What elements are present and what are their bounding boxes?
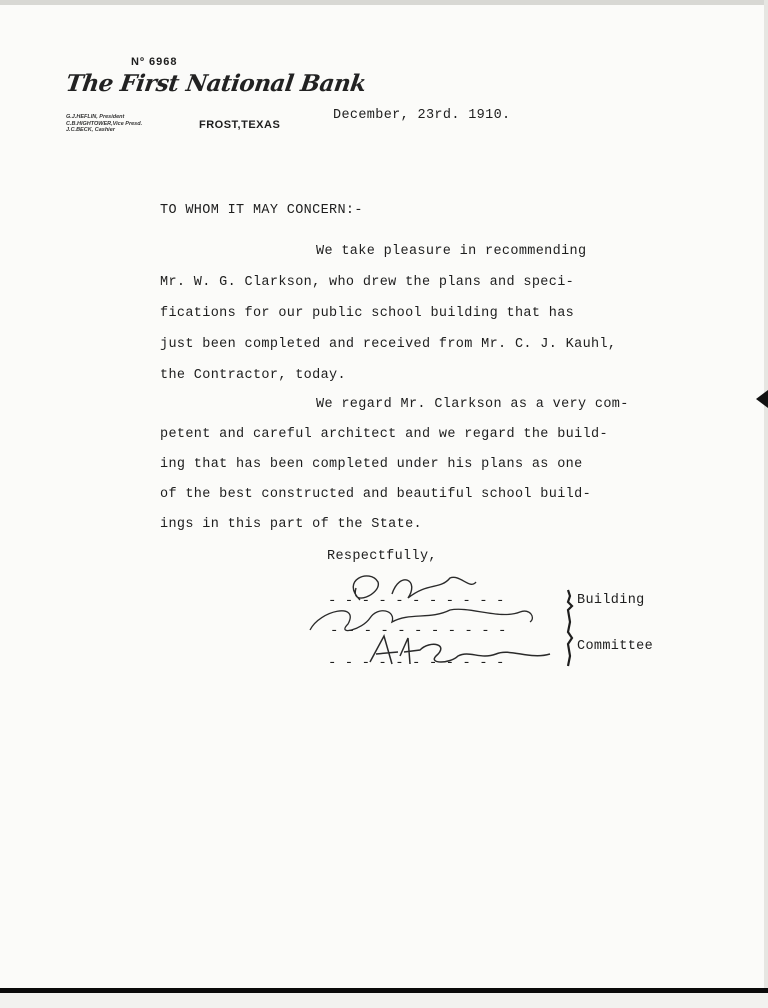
committee-label-committee: Committee [577, 639, 654, 654]
bank-name-logo: The First National Bank [64, 70, 368, 97]
scan-edge-top [0, 0, 768, 5]
letter-number: Nº 6968 [131, 56, 178, 68]
signature-line: - - - - - - - - - - - [330, 623, 507, 639]
body-line: ings in this part of the State. [160, 517, 422, 532]
body-line: just been completed and received from Mr. C. J. Kauhl, [160, 337, 617, 352]
signature-line: - - - - - - - - - - - [328, 655, 505, 671]
bank-officers [66, 114, 142, 134]
scan-edge-bottom [0, 988, 768, 1008]
signature-block [300, 560, 590, 680]
body-line: Mr. W. G. Clarkson, who drew the plans and speci- [160, 275, 575, 290]
body-line: We take pleasure in recommending [316, 244, 587, 259]
salutation: TO WHOM IT MAY CONCERN:- [160, 203, 363, 218]
letter-date: December, 23rd. 1910. [333, 108, 511, 123]
officer-vice-president: C.B.HIGHTOWER,Vice Presd. [66, 120, 143, 127]
officer-cashier: J.C.BECK, Cashier [66, 127, 115, 133]
body-line: the Contractor, today. [160, 368, 346, 383]
body-line: petent and careful architect and we regard the build- [160, 427, 608, 442]
body-line: We regard Mr. Clarkson as a very com- [316, 397, 629, 412]
bank-city: FROST,TEXAS [199, 119, 281, 131]
committee-bracket [568, 590, 572, 666]
officer-president: G.J.HEFLIN, President [66, 114, 125, 120]
signatures-drawing [300, 560, 590, 680]
page-tab-marker [756, 390, 768, 408]
committee-label-building: Building [577, 593, 645, 608]
body-line: of the best constructed and beautiful school build- [160, 487, 592, 502]
scan-edge-right [764, 0, 768, 1008]
body-line: ing that has been completed under his plans as one [160, 457, 583, 472]
signature-line: - - - - - - - - - - - [328, 593, 505, 609]
closing: Respectfully, [327, 549, 437, 564]
body-line: fications for our public school building that has [160, 306, 575, 321]
